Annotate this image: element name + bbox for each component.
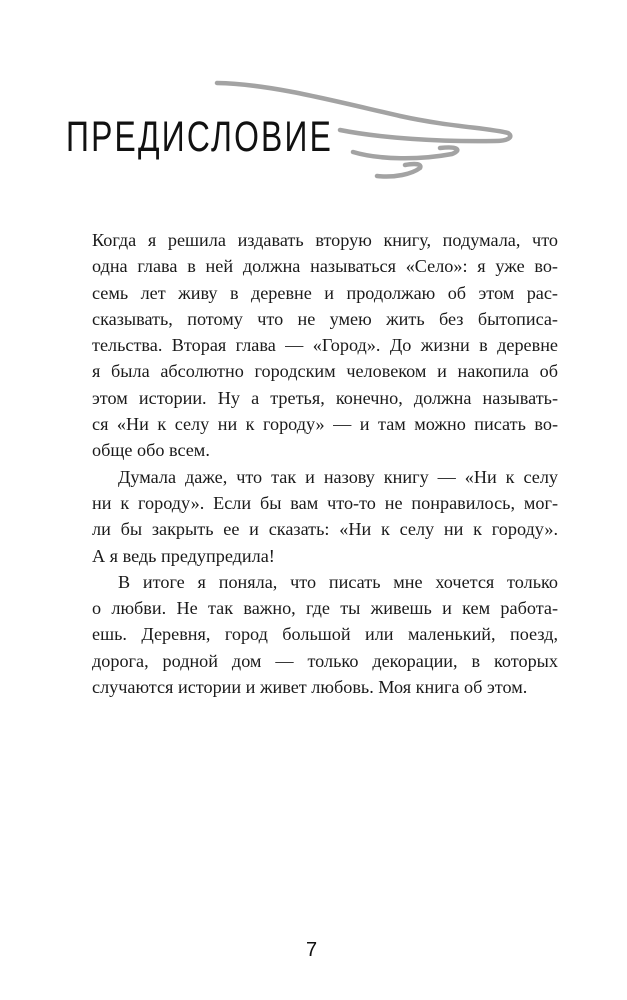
- preface-text: [92, 227, 558, 700]
- paragraph: [92, 569, 558, 700]
- text-line: я была абсолютно городским человеком и накопила об: [92, 361, 558, 382]
- text-line: ни к городу». Если бы вам что-то не понравилось, мог-: [92, 492, 558, 513]
- text-line: тельства. Вторая глава — «Город». До жизни в деревне: [92, 335, 558, 356]
- text-line: этом истории. Ну а третья, конечно, должна называть-: [92, 387, 558, 408]
- text-line: случаются истории и живет любовь. Моя книга об этом.: [92, 677, 528, 698]
- text-line: сказывать, потому что не умею жить без бытописа-: [92, 308, 558, 329]
- paragraph: [92, 227, 558, 464]
- text-line: о любви. Не так важно, где ты живешь и кем работа-: [92, 598, 558, 619]
- page-number: 7: [306, 939, 318, 961]
- paragraph: [92, 464, 558, 569]
- wing-ornament-icon: [0, 0, 627, 200]
- text-line: А я ведь предупредила!: [92, 545, 275, 566]
- text-line: дорога, родной дом — только декорации, в которых: [92, 650, 558, 671]
- text-line: Думала даже, что так и назову книгу — «Ни к селу: [118, 466, 558, 487]
- chapter-title: ПРЕДИСЛОВИЕ: [66, 113, 334, 161]
- text-line: семь лет живу в деревне и продолжаю об этом рас-: [92, 282, 558, 303]
- text-line: одна глава в ней должна называться «Село»: я уже во-: [92, 256, 558, 277]
- text-line: В итоге я поняла, что писать мне хочется только: [118, 571, 558, 592]
- text-line: ся «Ни к селу ни к городу» — и там можно писать во-: [92, 414, 558, 435]
- text-line: ешь. Деревня, город большой или маленький, поезд,: [92, 624, 558, 645]
- text-line: Когда я решила издавать вторую книгу, подумала, что: [92, 230, 558, 250]
- text-line: ли бы закрыть ее и сказать: «Ни к селу ни к городу».: [92, 519, 558, 540]
- text-line: обще обо всем.: [92, 440, 210, 461]
